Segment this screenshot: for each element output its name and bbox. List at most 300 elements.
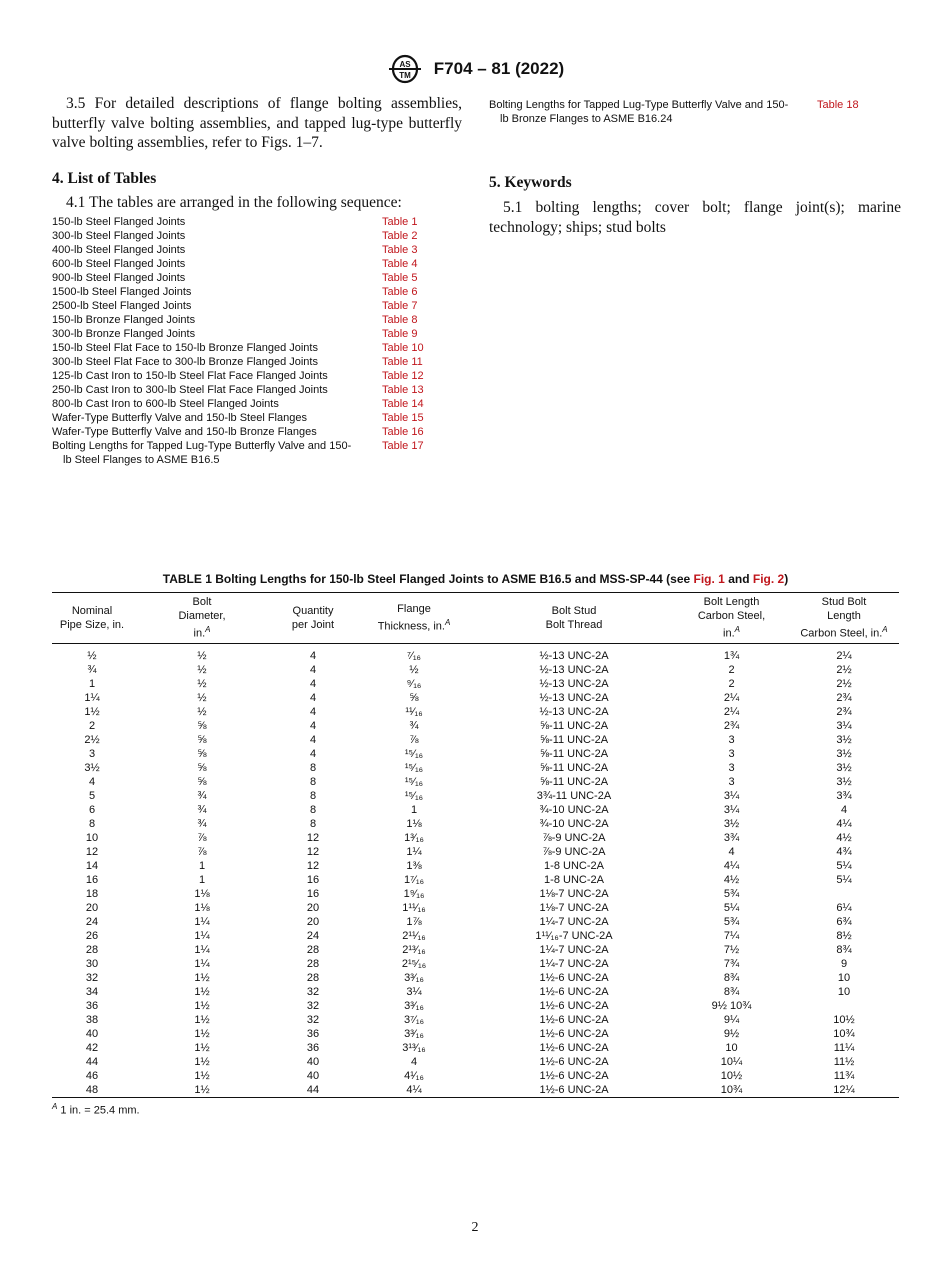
caption-text: TABLE 1 Bolting Lengths for 150-lb Steel Flanged Joints to ASME B16.5 and MSS-SP-44 (see: [162, 572, 694, 586]
table-cell: ⅝: [197, 748, 207, 761]
table-reference-link[interactable]: Table 10: [382, 342, 424, 354]
table-cell: 34: [85, 986, 99, 999]
table-cell: ½: [197, 650, 207, 663]
section-3-5-paragraph: 3.5 For detailed descriptions of flange bolting assemblies, butterfly valve bolting assemblies, and tapped lug-type butterfly valve bolting assemblies, refer to Figs. 1–7.: [52, 95, 462, 151]
column-header: [789, 593, 899, 644]
table-reference-link[interactable]: Table 15: [382, 412, 424, 424]
table-cell: ⅝: [197, 762, 207, 775]
table-list-label: 300-lb Steel Flanged Joints: [52, 230, 186, 242]
table-cell: 32: [306, 1014, 320, 1027]
table-cell: 12¼: [789, 1083, 899, 1098]
table-list-item: [52, 299, 462, 313]
table-cell: 5¾: [723, 916, 740, 929]
table-cell: 1½-6 UNC-2A: [539, 1056, 609, 1069]
table-cell: 1½-6 UNC-2A: [474, 1083, 674, 1098]
table-cell: 8: [309, 804, 317, 817]
table-cell: ⅞-9 UNC-2A: [542, 846, 606, 859]
table-cell: ⅞: [409, 734, 419, 747]
astm-logo-icon: [386, 54, 424, 84]
table-cell: 1½: [194, 972, 210, 985]
table-cell: ¹⁵⁄₁₆: [404, 776, 424, 789]
table-cell: 2: [88, 720, 96, 733]
table-cell: 8½: [836, 930, 852, 943]
table-list-label: 125-lb Cast Iron to 150-lb Steel Flat Face Flanged Joints: [52, 370, 328, 382]
table-cell: 1½: [194, 1014, 210, 1027]
table-cell: 24: [85, 916, 99, 929]
table-list-item: [52, 369, 462, 383]
table-cell: ¾: [197, 790, 207, 803]
table-cell: 4½: [723, 874, 740, 887]
table-cell: 1: [198, 860, 206, 873]
column-header-line: Flange: [397, 602, 431, 615]
table-cell: 42: [85, 1042, 99, 1055]
column-header-line: Bolt: [192, 596, 212, 608]
section-4-heading: 4. List of Tables: [52, 169, 157, 187]
table-cell: 11½: [833, 1056, 855, 1069]
table-cell: ⅝-11 UNC-2A: [539, 720, 609, 733]
table-reference-link[interactable]: Table 16: [382, 426, 424, 438]
table-cell: 2½: [836, 664, 852, 677]
table-cell: 1⅛: [194, 888, 210, 901]
table-cell: ⅝-11 UNC-2A: [539, 762, 609, 775]
table-row: [52, 873, 899, 887]
table-list-item: [52, 425, 462, 439]
table-list-continued: [489, 98, 901, 126]
table-reference-link[interactable]: Table 18: [817, 99, 859, 111]
footnote-text: 1 in. = 25.4 mm.: [57, 1104, 140, 1117]
table-cell: 32: [306, 1000, 320, 1013]
table-cell: ½-13 UNC-2A: [539, 678, 609, 691]
table-cell: 8¾: [723, 972, 740, 985]
table-cell: 1½-6 UNC-2A: [539, 1028, 609, 1041]
table-cell: 3½: [836, 734, 852, 747]
table-list-item: [52, 313, 462, 327]
table-cell: 2¾: [836, 692, 852, 705]
table-row: [52, 747, 899, 761]
caption-end: ): [784, 572, 789, 586]
table-cell: 9: [840, 958, 848, 971]
table-cell: 2¹⁵⁄₁₆: [401, 958, 427, 971]
table-cell: [789, 887, 899, 901]
table-reference-link[interactable]: Table 6: [382, 286, 418, 298]
table-cell: 1⅛-7 UNC-2A: [539, 888, 609, 901]
table-cell: 4½: [836, 832, 852, 845]
table-list-item: [52, 341, 462, 355]
table-cell: ¾: [409, 720, 419, 733]
table-cell: 3⁷⁄₁₆: [403, 1014, 425, 1027]
table-row: [52, 845, 899, 859]
column-header: [354, 593, 474, 644]
column-header-line: Bolt Thread: [545, 618, 603, 631]
table-cell: 14: [85, 860, 99, 873]
svg-text:AS: AS: [399, 60, 411, 69]
table-cell: 2¹¹⁄₁₆: [402, 930, 426, 943]
table-cell: 1¼: [194, 916, 210, 929]
table-reference-link[interactable]: Table 4: [382, 258, 418, 270]
table-reference-link[interactable]: Table 7: [382, 300, 418, 312]
table-cell: 4: [309, 734, 317, 747]
table-cell: ⅞-9 UNC-2A: [542, 832, 606, 845]
table-cell: [789, 999, 899, 1013]
table-list-label: Wafer-Type Butterfly Valve and 150-lb Bronze Flanges: [52, 426, 317, 438]
table-body: [52, 644, 899, 1098]
table-row: [52, 929, 899, 943]
caption-and: and: [724, 572, 753, 586]
table-cell: ¹¹⁄₁₆: [405, 706, 423, 719]
svg-text:TM: TM: [399, 71, 411, 80]
table-cell: 1¼-7 UNC-2A: [539, 944, 609, 957]
table-cell: 12: [306, 832, 320, 845]
table-cell: 9½ 10¾: [711, 1000, 752, 1013]
table-cell: 1½-6 UNC-2A: [539, 1042, 609, 1055]
table-cell: 2: [728, 664, 735, 677]
table-cell: ¾: [197, 818, 207, 831]
table-cell: 4: [88, 776, 96, 789]
table-cell: 8: [309, 818, 317, 831]
table-cell: 2½: [84, 734, 100, 747]
table-list-label: 150-lb Bronze Flanged Joints: [52, 314, 196, 326]
table-cell: 36: [306, 1042, 320, 1055]
table-reference-link[interactable]: Table 14: [382, 398, 424, 410]
table-cell: 9½: [723, 1028, 740, 1041]
table-cell: 1-8 UNC-2A: [544, 874, 604, 887]
table-cell: 40: [306, 1056, 320, 1069]
table-cell: 4¼: [723, 860, 740, 873]
table-cell: 10: [837, 972, 851, 985]
table-cell: ¹⁵⁄₁₆: [404, 790, 424, 803]
table-cell: 1⅛: [406, 818, 422, 831]
table-list-label: 900-lb Steel Flanged Joints: [52, 272, 186, 284]
table-cell: 1½-6 UNC-2A: [539, 1000, 609, 1013]
column-header: [272, 593, 354, 644]
table-cell: 10¼: [720, 1056, 743, 1069]
table-cell: 2¼: [723, 706, 740, 719]
table-cell: 10: [725, 1042, 738, 1055]
table-cell: 7¼: [723, 930, 740, 943]
table-cell: ⅝: [197, 720, 207, 733]
table-cell: ¹⁵⁄₁₆: [404, 748, 424, 761]
table-list-item: [52, 383, 462, 397]
document-designation: F704 – 81 (2022): [433, 59, 565, 78]
table-cell: 4: [309, 650, 317, 663]
table-list-label: Bolting Lengths for Tapped Lug-Type Butterfly Valve and 150-lb Bronze Flanges to ASME B16.24: [489, 99, 789, 125]
table-cell: 4: [840, 804, 848, 817]
table-cell: 8¾: [836, 944, 852, 957]
table-row: [52, 985, 899, 999]
table-cell: 3¼: [723, 790, 740, 803]
table-cell: 10¾: [674, 1083, 789, 1098]
table-list-label: 800-lb Cast Iron to 600-lb Steel Flanged Joints: [52, 398, 279, 410]
table-row: [52, 705, 899, 719]
table-list-item: [52, 411, 462, 425]
table-cell: 5: [88, 790, 96, 803]
table-cell: 1⅛-7 UNC-2A: [539, 902, 609, 915]
table-cell: 18: [85, 888, 99, 901]
table-cell: 3¹³⁄₁₆: [402, 1042, 426, 1055]
table-cell: 36: [85, 1000, 99, 1013]
footnote-mark: A: [205, 625, 211, 634]
left-column: [52, 94, 462, 467]
table-cell: 1¼: [406, 846, 422, 859]
column-header-line: Pipe Size, in.: [59, 618, 125, 631]
right-column: [489, 98, 901, 237]
table-cell: 20: [306, 916, 320, 929]
table-row: [52, 644, 899, 664]
bolting-lengths-table: [52, 592, 899, 1098]
table-cell: 4: [309, 748, 317, 761]
table-cell: 16: [85, 874, 99, 887]
table-cell: 48: [52, 1083, 132, 1098]
table-cell: ½-13 UNC-2A: [539, 706, 609, 719]
table-cell: 6: [88, 804, 96, 817]
column-header-line: Stud Bolt: [821, 596, 867, 608]
table-cell: 2: [728, 678, 735, 691]
table-cell: 1⅞: [406, 916, 422, 929]
table-cell: ¾: [87, 664, 97, 677]
table-cell: 10: [837, 986, 851, 999]
table-cell: ⁷⁄₁₆: [407, 650, 421, 663]
table-row: [52, 663, 899, 677]
table-row: [52, 1041, 899, 1055]
table-list-label: 150-lb Steel Flat Face to 150-lb Bronze Flanged Joints: [52, 342, 318, 354]
table-cell: 1: [88, 678, 96, 691]
table-cell: 1: [410, 804, 418, 817]
table-cell: 8: [309, 776, 317, 789]
column-header-line: Diameter,: [178, 609, 226, 622]
table-cell: 1½: [194, 1028, 210, 1041]
table-cell: 1¼-7 UNC-2A: [539, 916, 609, 929]
table-cell: 36: [306, 1028, 320, 1041]
table-cell: 4: [309, 678, 317, 691]
table-cell: 1: [198, 874, 206, 887]
table-cell: 1¼: [194, 930, 210, 943]
table-cell: 1-8 UNC-2A: [544, 860, 604, 873]
table-cell: ½-13 UNC-2A: [539, 664, 609, 677]
table-cell: 3¼: [406, 986, 422, 999]
page-number: 2: [471, 1220, 479, 1235]
table-list-label: Wafer-Type Butterfly Valve and 150-lb Steel Flanges: [52, 412, 307, 424]
table-reference-link[interactable]: Table 9: [382, 328, 418, 340]
table-reference-link[interactable]: Table 17: [382, 440, 424, 452]
table-row: [52, 1013, 899, 1027]
table-cell: 3½: [84, 762, 100, 775]
table-cell: 1½: [84, 706, 100, 719]
table-reference-link[interactable]: Table 2: [382, 230, 418, 242]
table-list-label: 2500-lb Steel Flanged Joints: [52, 300, 192, 312]
footnote-mark: A: [444, 618, 451, 628]
table-cell: 8: [88, 818, 96, 831]
table-cell: ⅝-11 UNC-2A: [539, 734, 609, 747]
table-cell: 1½: [194, 1056, 210, 1069]
table-row: [52, 943, 899, 957]
table-row: [52, 1027, 899, 1041]
table-list-item: [52, 271, 462, 285]
table-cell: 3¾: [723, 832, 740, 845]
table-header-row: [52, 593, 899, 644]
column-header: [674, 593, 789, 644]
table-cell: 1½-6 UNC-2A: [539, 1014, 609, 1027]
table-cell: ¾: [197, 804, 207, 817]
table-cell: 12: [85, 846, 99, 859]
table-list-label: 600-lb Steel Flanged Joints: [52, 258, 186, 270]
table-list-item: [52, 327, 462, 341]
table-cell: 1⁷⁄₁₆: [403, 874, 425, 887]
footnote-mark: A: [52, 1102, 58, 1112]
section-4-1-paragraph: 4.1 The tables are arranged in the following sequence:: [66, 193, 402, 211]
column-header-line: Thickness, in.: [377, 620, 445, 633]
table-cell: 1½: [132, 1083, 272, 1098]
table-list-item: [52, 257, 462, 271]
table-cell: 2½: [836, 678, 852, 691]
table-reference-link[interactable]: Table 11: [382, 356, 423, 368]
table-cell: ⅝: [409, 692, 419, 705]
table-cell: 4¾: [836, 846, 852, 859]
table-list-label: 250-lb Cast Iron to 300-lb Steel Flat Face Flanged Joints: [52, 384, 328, 396]
table-cell: 1¼-7 UNC-2A: [539, 958, 609, 971]
table-row: [52, 957, 899, 971]
column-header: [474, 593, 674, 644]
table-list-item: [52, 397, 462, 411]
table-reference-link[interactable]: Table 8: [382, 314, 418, 326]
column-header-line: in.: [193, 627, 206, 640]
table-cell: 2¹³⁄₁₆: [402, 944, 426, 957]
table-cell: 3¾: [836, 790, 852, 803]
table-cell: 3¾-11 UNC-2A: [536, 790, 612, 803]
table-cell: 3½: [836, 776, 852, 789]
table-cell: 4: [309, 720, 317, 733]
table-cell: 1¼: [84, 692, 100, 705]
table-list-item: [52, 215, 462, 229]
column-header-line: Carbon Steel, in.: [800, 627, 883, 640]
table-cell: 20: [306, 902, 320, 915]
table-row: [52, 803, 899, 817]
table-cell: 7¾: [723, 958, 740, 971]
table-cell: 1½: [194, 1070, 210, 1083]
table-list-label: 300-lb Bronze Flanged Joints: [52, 328, 196, 340]
column-header-line: Length: [827, 609, 861, 622]
table-cell: 5¼: [723, 902, 740, 915]
table-cell: 1½-6 UNC-2A: [539, 972, 609, 985]
table-1-container: [52, 572, 899, 1117]
table-reference-link[interactable]: Table 3: [382, 244, 418, 256]
table-reference-link[interactable]: Table 13: [382, 384, 424, 396]
table-row: [52, 775, 899, 789]
table-cell: 1⅜: [406, 860, 422, 873]
table-row: [52, 1055, 899, 1069]
table-cell: 5¼: [836, 874, 852, 887]
table-list: [52, 215, 462, 467]
table-cell: 3¼: [836, 720, 852, 733]
table-row: [52, 999, 899, 1013]
table-list-item: [489, 98, 901, 126]
table-cell: 24: [306, 930, 320, 943]
table-cell: 3³⁄₁₆: [404, 972, 424, 985]
table-cell: 4: [309, 692, 317, 705]
table-cell: 1½: [194, 986, 210, 999]
table-cell: 26: [85, 930, 99, 943]
table-cell: 32: [306, 986, 320, 999]
table-cell: 12: [306, 846, 320, 859]
table-list-label: 150-lb Steel Flanged Joints: [52, 216, 186, 228]
table-cell: 10½: [720, 1070, 743, 1083]
table-cell: ½-13 UNC-2A: [539, 650, 609, 663]
table-list-item: [52, 439, 462, 467]
table-reference-link[interactable]: Table 5: [382, 272, 418, 284]
table-cell: 44: [272, 1083, 354, 1098]
table-cell: 3: [728, 748, 735, 761]
table-cell: 28: [306, 958, 320, 971]
column-header-line: Quantity: [292, 605, 334, 618]
table-cell: ½: [197, 664, 207, 677]
table-cell: 3½: [836, 762, 852, 775]
table-cell: 10: [85, 832, 99, 845]
table-cell: 6¾: [836, 916, 852, 929]
column-header: [132, 593, 272, 644]
table-row: [52, 677, 899, 691]
table-cell: ¾-10 UNC-2A: [539, 818, 609, 831]
table-cell: ⅝-11 UNC-2A: [539, 776, 609, 789]
table-row: [52, 733, 899, 747]
table-cell: ½-13 UNC-2A: [539, 692, 609, 705]
table-cell: 2¼: [723, 692, 740, 705]
table-cell: 11¾: [833, 1070, 855, 1083]
table-cell: 5¾: [723, 888, 740, 901]
table-cell: 10½: [833, 1014, 855, 1027]
table-list-label: 1500-lb Steel Flanged Joints: [52, 286, 192, 298]
table-cell: 3¼: [723, 804, 740, 817]
table-list-label: 300-lb Steel Flat Face to 300-lb Bronze Flanged Joints: [52, 356, 318, 368]
page-header: [0, 54, 950, 84]
table-cell: 5¼: [836, 860, 852, 873]
table-cell: 7½: [723, 944, 740, 957]
table-cell: 4¼: [836, 818, 852, 831]
table-cell: 20: [85, 902, 99, 915]
fig-2-link[interactable]: Fig. 2: [752, 572, 785, 586]
table-cell: 28: [306, 972, 320, 985]
table-list-item: [52, 229, 462, 243]
column-header-line: in.: [723, 627, 735, 640]
table-cell: ⁹⁄₁₆: [406, 678, 422, 691]
table-cell: 16: [306, 874, 320, 887]
table-list-item: [52, 243, 462, 257]
table-cell: 28: [85, 944, 99, 957]
table-cell: 3³⁄₁₆: [404, 1028, 424, 1041]
table-cell: 1½-6 UNC-2A: [539, 1070, 609, 1083]
table-cell: 28: [306, 944, 320, 957]
table-cell: 38: [85, 1014, 99, 1027]
table-cell: ½: [409, 664, 419, 677]
table-row: [52, 887, 899, 901]
table-cell: 40: [306, 1070, 320, 1083]
column-header: [52, 593, 132, 644]
table-cell: 1½: [194, 1000, 210, 1013]
fig-1-link[interactable]: Fig. 1: [693, 572, 725, 586]
table-cell: 32: [85, 972, 99, 985]
table-cell: 8: [309, 790, 317, 803]
table-cell: 1¾: [723, 650, 740, 663]
table-reference-link[interactable]: Table 1: [382, 216, 418, 228]
table-cell: 16: [306, 888, 320, 901]
table-1-caption: [52, 572, 899, 586]
table-reference-link[interactable]: Table 12: [382, 370, 424, 382]
table-row: [52, 831, 899, 845]
table-cell: ¹⁵⁄₁₆: [404, 762, 424, 775]
table-cell: 12: [306, 860, 320, 873]
table-cell: 4: [309, 664, 317, 677]
column-header-line: Bolt Length: [703, 596, 760, 608]
column-header-line: Nominal: [71, 605, 113, 618]
table-cell: 11¼: [833, 1042, 855, 1055]
